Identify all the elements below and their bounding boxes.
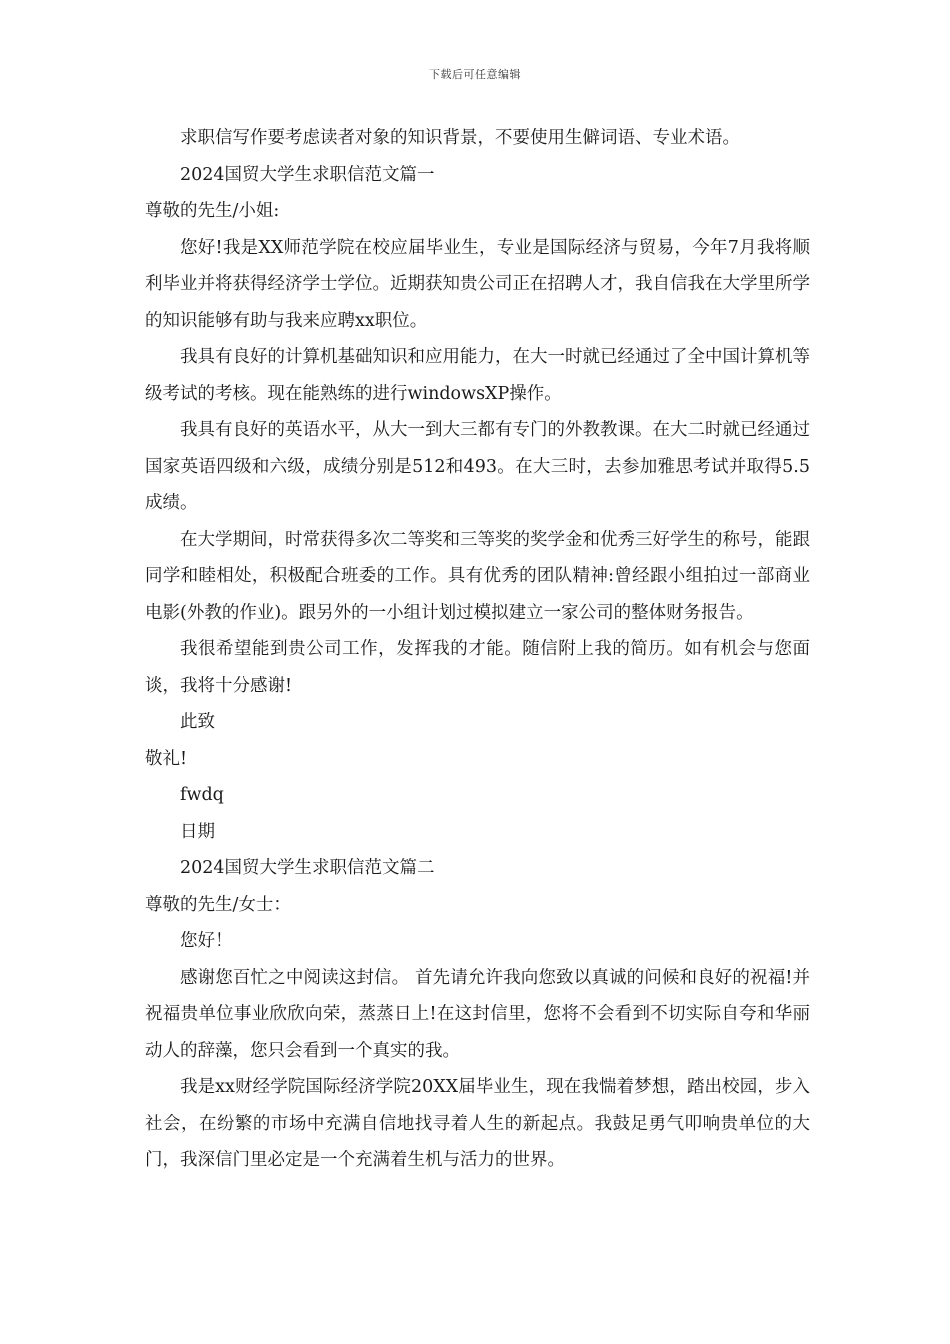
body-paragraph: 您好!我是XX师范学院在校应届毕业生，专业是国际经济与贸易，今年7月我将顺利毕业并将获得经济学士学位。近期获知贵公司正在招聘人才，我自信我在大学里所学的知识能够有助与我来应聘xx职位。 bbox=[145, 237, 810, 331]
closing-line: 此致 bbox=[180, 712, 215, 732]
salutation-2: 尊敬的先生/女士： bbox=[145, 894, 291, 915]
body-paragraph: 我是xx财经学院国际经济学院20XX届毕业生，现在我惴着梦想，踏出校园，步入社会，在纷繁的市场中充满自信地找寻着人生的新起点。我鼓足勇气叩响贵单位的大门，我深信门里必定是一个充满着生机与活力的世界。 bbox=[145, 1077, 810, 1170]
document-body bbox=[145, 120, 810, 1179]
body-paragraph: 我具有良好的计算机基础知识和应用能力，在大一时就已经通过了全中国计算机等级考试的考核。现在能熟练的进行windowsXP操作。 bbox=[145, 347, 810, 404]
salutation-1: 尊敬的先生/小姐: bbox=[145, 201, 280, 221]
body-paragraph: 感谢您百忙之中阅读这封信。 首先请允许我向您致以真诚的问候和良好的祝福!并祝福贵单位事业欣欣向荣，蒸蒸日上!在这封信里，您将不会看到不切实际自夸和华丽动人的辞藻，您只会看到一个真实的我。 bbox=[145, 967, 810, 1061]
section-title-2: 2024国贸大学生求职信范文篇二 bbox=[180, 858, 435, 878]
signature: fwdq bbox=[180, 785, 224, 805]
body-paragraph: 我具有良好的英语水平，从大一到大三都有专门的外教教课。在大二时就已经通过国家英语四级和六级，成绩分别是512和493。在大三时，去参加雅思考试并取得5.5成绩。 bbox=[145, 420, 810, 513]
closing-salute: 敬礼! bbox=[145, 748, 188, 769]
body-paragraph: 在大学期间，时常获得多次二等奖和三等奖的奖学金和优秀三好学生的称号，能跟同学和睦相处，积极配合班委的工作。具有优秀的团队精神:曾经跟小组拍过一部商业电影(外教的作业)。跟另外的一小组计划过模拟建立一家公司的整体财务报告。 bbox=[145, 529, 810, 623]
section-title-1: 2024国贸大学生求职信范文篇一 bbox=[180, 164, 435, 185]
date-line: 日期 bbox=[180, 821, 215, 842]
intro-tip-paragraph: 求职信写作要考虑读者对象的知识背景，不要使用生僻词语、专业术语。 bbox=[180, 128, 740, 148]
page-header: 下载后可任意编辑 bbox=[429, 68, 521, 81]
greeting: 您好！ bbox=[180, 931, 233, 951]
body-paragraph: 我很希望能到贵公司工作，发挥我的才能。随信附上我的简历。如有机会与您面谈，我将十分感谢! bbox=[145, 639, 810, 696]
